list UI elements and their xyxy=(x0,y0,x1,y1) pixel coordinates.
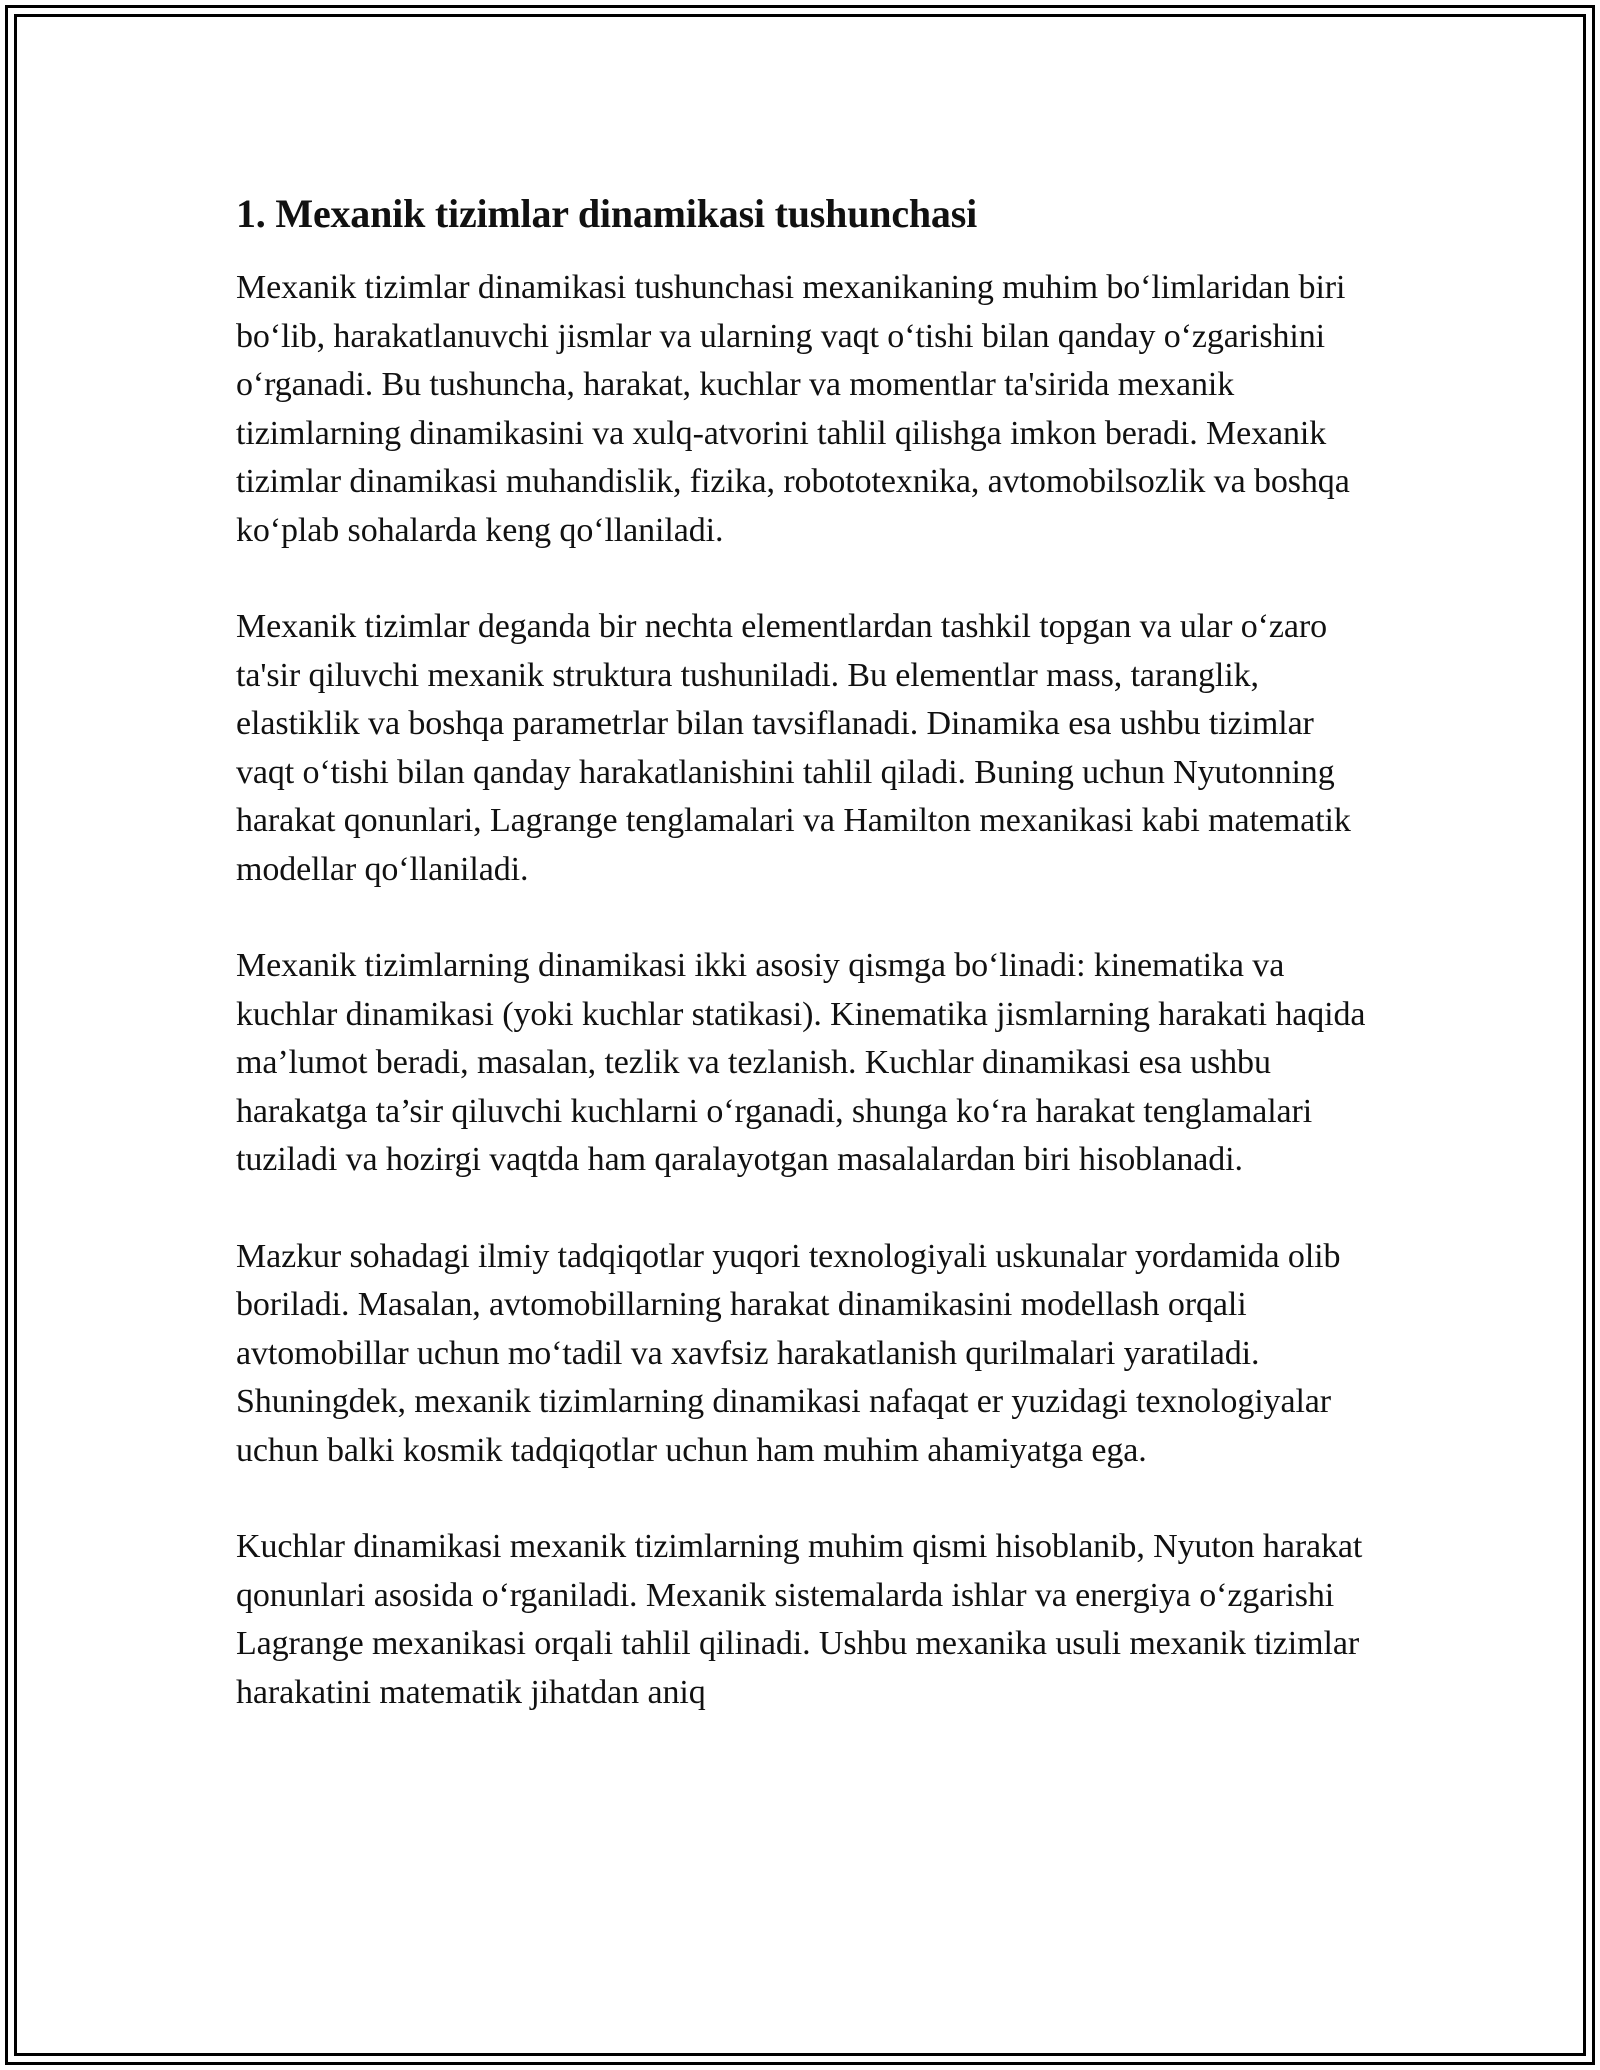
document-body xyxy=(236,186,1376,1765)
paragraph-5: Kuchlar dinamikasi mexanik tizimlarning muhim qismi hisoblanib, Nyuton harakat qonunlari asosida o‘rganiladi. Mexanik sistemalarda ishlar va energiya o‘zgarishi Lagrange mexanikasi orqali tahlil qilinadi. Ushbu mexanika usuli mexanik tizimlar harakatini matematik jihatdan aniq xyxy=(236,1528,1363,1711)
paragraph-2: Mexanik tizimlar deganda bir nechta elementlardan tashkil topgan va ular o‘zaro ta'sir qiluvchi mexanik struktura tushuniladi. Bu elementlar mass, taranglik, elastiklik va boshqa parametrlar bilan tavsiflanadi. Dinamika esa ushbu tizimlar vaqt o‘tishi bilan qanday harakatlanishini tahlil qiladi. Buning uchun Nyutonning harakat qonunlari, Lagrange tenglamalari va Hamilton mexanikasi kabi matematik modellar qo‘llaniladi. xyxy=(236,608,1351,888)
section-heading: 1. Mexanik tizimlar dinamikasi tushunchasi xyxy=(236,191,977,236)
paragraph-4: Mazkur sohadagi ilmiy tadqiqotlar yuqori texnologiyali uskunalar yordamida olib boriladi. Masalan, avtomobillarning harakat dinamikasini modellash orqali avtomobillar uchun mo‘tadil va xavfsiz harakatlanish qurilmalari yaratiladi. Shuningdek, mexanik tizimlarning dinamikasi nafaqat er yuzidagi texnologiyalar uchun balki kosmik tadqiqotlar uchun ham muhim ahamiyatga ega. xyxy=(236,1237,1341,1469)
paragraph-1: Mexanik tizimlar dinamikasi tushunchasi mexanikaning muhim bo‘limlaridan biri bo‘lib, harakatlanuvchi jismlar va ularning vaqt o‘tishi bilan qanday o‘zgarishini o‘rganadi. Bu tushuncha, harakat, kuchlar va momentlar ta'sirida mexanik tizimlarning dinamikasini va xulq-atvorini tahlil qilishga imkon beradi. Mexanik tizimlar dinamikasi muhandislik, fizika, robototexnika, avtomobilsozlik va boshqa ko‘plab sohalarda keng qo‘llaniladi. xyxy=(236,269,1350,549)
paragraph-3: Mexanik tizimlarning dinamikasi ikki asosiy qismga bo‘linadi: kinematika va kuchlar dinamikasi (yoki kuchlar statikasi). Kinematika jismlarning harakati haqida ma’lumot beradi, masalan, tezlik va tezlanish. Kuchlar dinamikasi esa ushbu harakatga ta’sir qiluvchi kuchlarni o‘rganadi, shunga ko‘ra harakat tenglamalari tuziladi va hozirgi vaqtda ham qaralayotgan masalalardan biri hisoblanadi. xyxy=(236,947,1366,1178)
